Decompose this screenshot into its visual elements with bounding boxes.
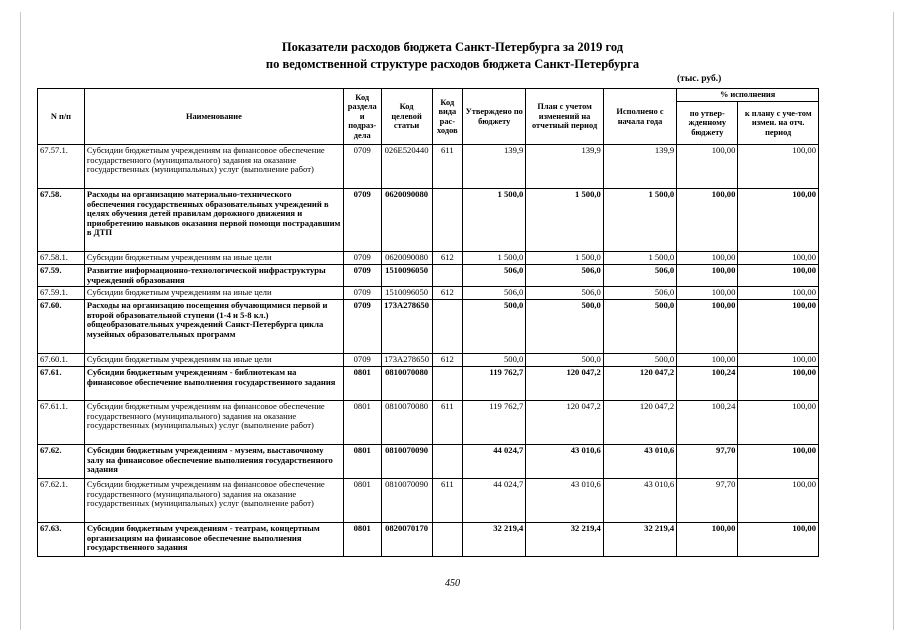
- col-plan: План с учетом изменений на отчетный период: [526, 89, 603, 145]
- row-pct-plan: 100,00: [738, 145, 819, 189]
- row-plan: 120 047,2: [526, 367, 603, 401]
- table-row: [38, 300, 819, 354]
- row-target: 0810070090: [381, 479, 432, 523]
- row-pct-plan: 100,00: [738, 287, 819, 300]
- row-plan: 506,0: [526, 287, 603, 300]
- row-executed: 506,0: [603, 287, 676, 300]
- table-row: [38, 265, 819, 287]
- row-section: 0801: [343, 367, 381, 401]
- row-executed: 120 047,2: [603, 401, 676, 445]
- row-plan: 506,0: [526, 265, 603, 287]
- row-approved: 44 024,7: [463, 445, 526, 479]
- row-kind: [432, 189, 463, 252]
- row-target: 0810070090: [381, 445, 432, 479]
- row-pct-plan: 100,00: [738, 300, 819, 354]
- row-pct-plan: 100,00: [738, 523, 819, 557]
- row-target: 026Е520440: [381, 145, 432, 189]
- row-plan: 1 500,0: [526, 189, 603, 252]
- row-name: Субсидии бюджетным учреждениям - музеям, выставочному залу на финансовое обеспечение выполнения государственного задания: [84, 445, 343, 479]
- row-section: 0709: [343, 265, 381, 287]
- col-executed: Исполнено с начала года: [603, 89, 676, 145]
- table-row: [38, 145, 819, 189]
- row-target: 1510096050: [381, 287, 432, 300]
- budget-table: [37, 88, 819, 557]
- row-section: 0709: [343, 252, 381, 265]
- row-approved: 1 500,0: [463, 189, 526, 252]
- units-label: (тыс. руб.): [677, 74, 722, 84]
- col-name: Наименование: [84, 89, 343, 145]
- col-section: Код раздела и подраз-дела: [343, 89, 381, 145]
- row-kind: 612: [432, 287, 463, 300]
- row-pct-approved: 100,00: [677, 252, 738, 265]
- row-approved: 500,0: [463, 300, 526, 354]
- row-section: 0709: [343, 145, 381, 189]
- row-target: 173А278650: [381, 354, 432, 367]
- row-name: Субсидии бюджетным учреждениям на финансовое обеспечение государственного (муниципального) задания на оказание государственных (муниципальных) услуг (выполнение работ): [84, 401, 343, 445]
- row-pct-approved: 100,24: [677, 367, 738, 401]
- row-pct-approved: 100,24: [677, 401, 738, 445]
- row-executed: 500,0: [603, 300, 676, 354]
- row-section: 0801: [343, 523, 381, 557]
- row-section: 0801: [343, 445, 381, 479]
- row-kind: 611: [432, 401, 463, 445]
- row-plan: 120 047,2: [526, 401, 603, 445]
- row-kind: [432, 367, 463, 401]
- row-pct-plan: 100,00: [738, 367, 819, 401]
- row-pct-approved: 100,00: [677, 354, 738, 367]
- col-approved: Утверждено по бюджету: [463, 89, 526, 145]
- row-target: 0820070170: [381, 523, 432, 557]
- row-num: 67.60.1.: [38, 354, 85, 367]
- row-num: 67.61.: [38, 367, 85, 401]
- row-plan: 500,0: [526, 300, 603, 354]
- row-pct-plan: 100,00: [738, 354, 819, 367]
- row-section: 0801: [343, 479, 381, 523]
- row-kind: [432, 265, 463, 287]
- row-name: Субсидии бюджетным учреждениям - библиотекам на финансовое обеспечение выполнения государственного задания: [84, 367, 343, 401]
- row-pct-approved: 97,70: [677, 445, 738, 479]
- row-executed: 139,9: [603, 145, 676, 189]
- row-pct-approved: 100,00: [677, 523, 738, 557]
- row-approved: 139,9: [463, 145, 526, 189]
- row-name: Субсидии бюджетным учреждениям - театрам, концертным организациям на финансовое обеспечение выполнения государственного задания: [84, 523, 343, 557]
- row-num: 67.59.1.: [38, 287, 85, 300]
- row-num: 67.62.1.: [38, 479, 85, 523]
- row-plan: 32 219,4: [526, 523, 603, 557]
- row-num: 67.62.: [38, 445, 85, 479]
- row-executed: 32 219,4: [603, 523, 676, 557]
- row-approved: 506,0: [463, 287, 526, 300]
- table-row: [38, 189, 819, 252]
- row-plan: 139,9: [526, 145, 603, 189]
- page-number: 450: [445, 578, 460, 589]
- row-num: 67.61.1.: [38, 401, 85, 445]
- row-executed: 506,0: [603, 265, 676, 287]
- row-kind: 611: [432, 479, 463, 523]
- row-plan: 43 010,6: [526, 445, 603, 479]
- table-row: [38, 252, 819, 265]
- row-kind: [432, 523, 463, 557]
- row-target: 0810070080: [381, 401, 432, 445]
- row-target: 0810070080: [381, 367, 432, 401]
- row-num: 67.58.1.: [38, 252, 85, 265]
- row-pct-plan: 100,00: [738, 401, 819, 445]
- row-approved: 119 762,7: [463, 401, 526, 445]
- row-executed: 500,0: [603, 354, 676, 367]
- row-approved: 119 762,7: [463, 367, 526, 401]
- col-pct-approved: по утвер-жденному бюджету: [677, 102, 738, 145]
- col-pct-group: % исполнения: [677, 89, 819, 102]
- row-pct-plan: 100,00: [738, 479, 819, 523]
- table-row: [38, 287, 819, 300]
- col-target: Код целевой статьи: [381, 89, 432, 145]
- table-header-row: [38, 89, 819, 102]
- row-approved: 500,0: [463, 354, 526, 367]
- row-target: 173А278650: [381, 300, 432, 354]
- row-plan: 500,0: [526, 354, 603, 367]
- row-pct-approved: 100,00: [677, 145, 738, 189]
- row-name: Субсидии бюджетным учреждениям на финансовое обеспечение государственного (муниципального) задания на оказание государственных (муниципальных) услуг (выполнение работ): [84, 145, 343, 189]
- row-kind: 612: [432, 252, 463, 265]
- row-approved: 32 219,4: [463, 523, 526, 557]
- row-kind: 611: [432, 145, 463, 189]
- table-row: [38, 523, 819, 557]
- row-num: 67.57.1.: [38, 145, 85, 189]
- row-num: 67.60.: [38, 300, 85, 354]
- row-num: 67.58.: [38, 189, 85, 252]
- row-kind: 612: [432, 354, 463, 367]
- row-name: Субсидии бюджетным учреждениям на финансовое обеспечение государственного (муниципального) задания на оказание государственных (муниципальных) услуг (выполнение работ): [84, 479, 343, 523]
- row-target: 0620090080: [381, 252, 432, 265]
- table-row: [38, 367, 819, 401]
- col-kind: Код вида рас-ходов: [432, 89, 463, 145]
- row-executed: 1 500,0: [603, 252, 676, 265]
- row-pct-plan: 100,00: [738, 265, 819, 287]
- col-pct-plan: к плану с уче-том измен. на отч. период: [738, 102, 819, 145]
- row-name: Расходы на организацию материально-технического обеспечения государственных образовательных учреждений в целях обучения детей правилам дорожного движения и приобретению навыков оказания первой помощи пострадавшим в ДТП: [84, 189, 343, 252]
- row-section: 0709: [343, 287, 381, 300]
- row-pct-approved: 97,70: [677, 479, 738, 523]
- row-section: 0709: [343, 189, 381, 252]
- row-kind: [432, 445, 463, 479]
- row-section: 0709: [343, 354, 381, 367]
- row-name: Субсидии бюджетным учреждениям на иные цели: [84, 252, 343, 265]
- row-pct-approved: 100,00: [677, 287, 738, 300]
- table-row: [38, 401, 819, 445]
- row-pct-approved: 100,00: [677, 265, 738, 287]
- page-title-line1: Показатели расходов бюджета Санкт-Петербурга за 2019 год: [281, 40, 624, 54]
- col-num: N п/п: [38, 89, 85, 145]
- row-name: Развитие информационно-технологической инфраструктуры учреждений образования: [84, 265, 343, 287]
- row-name: Расходы на организацию посещения обучающимися первой и второй образовательной ступени (1-4 и 5-8 кл.) общеобразовательных учреждений Санкт-Петербурга цикла музейных образовательных программ: [84, 300, 343, 354]
- row-pct-plan: 100,00: [738, 189, 819, 252]
- table-row: [38, 445, 819, 479]
- row-name: Субсидии бюджетным учреждениям на иные цели: [84, 354, 343, 367]
- row-pct-approved: 100,00: [677, 189, 738, 252]
- row-target: 0620090080: [381, 189, 432, 252]
- row-executed: 43 010,6: [603, 479, 676, 523]
- row-pct-approved: 100,00: [677, 300, 738, 354]
- row-executed: 43 010,6: [603, 445, 676, 479]
- row-executed: 120 047,2: [603, 367, 676, 401]
- row-plan: 1 500,0: [526, 252, 603, 265]
- row-approved: 1 500,0: [463, 252, 526, 265]
- row-pct-plan: 100,00: [738, 445, 819, 479]
- row-num: 67.59.: [38, 265, 85, 287]
- row-name: Субсидии бюджетным учреждениям на иные цели: [84, 287, 343, 300]
- row-approved: 44 024,7: [463, 479, 526, 523]
- table-row: [38, 479, 819, 523]
- row-pct-plan: 100,00: [738, 252, 819, 265]
- row-kind: [432, 300, 463, 354]
- row-plan: 43 010,6: [526, 479, 603, 523]
- row-target: 1510096050: [381, 265, 432, 287]
- table-row: [38, 354, 819, 367]
- row-executed: 1 500,0: [603, 189, 676, 252]
- row-section: 0801: [343, 401, 381, 445]
- row-num: 67.63.: [38, 523, 85, 557]
- row-approved: 506,0: [463, 265, 526, 287]
- row-section: 0709: [343, 300, 381, 354]
- page-title-line2: по ведомственной структуре расходов бюджета Санкт-Петербурга: [265, 57, 640, 71]
